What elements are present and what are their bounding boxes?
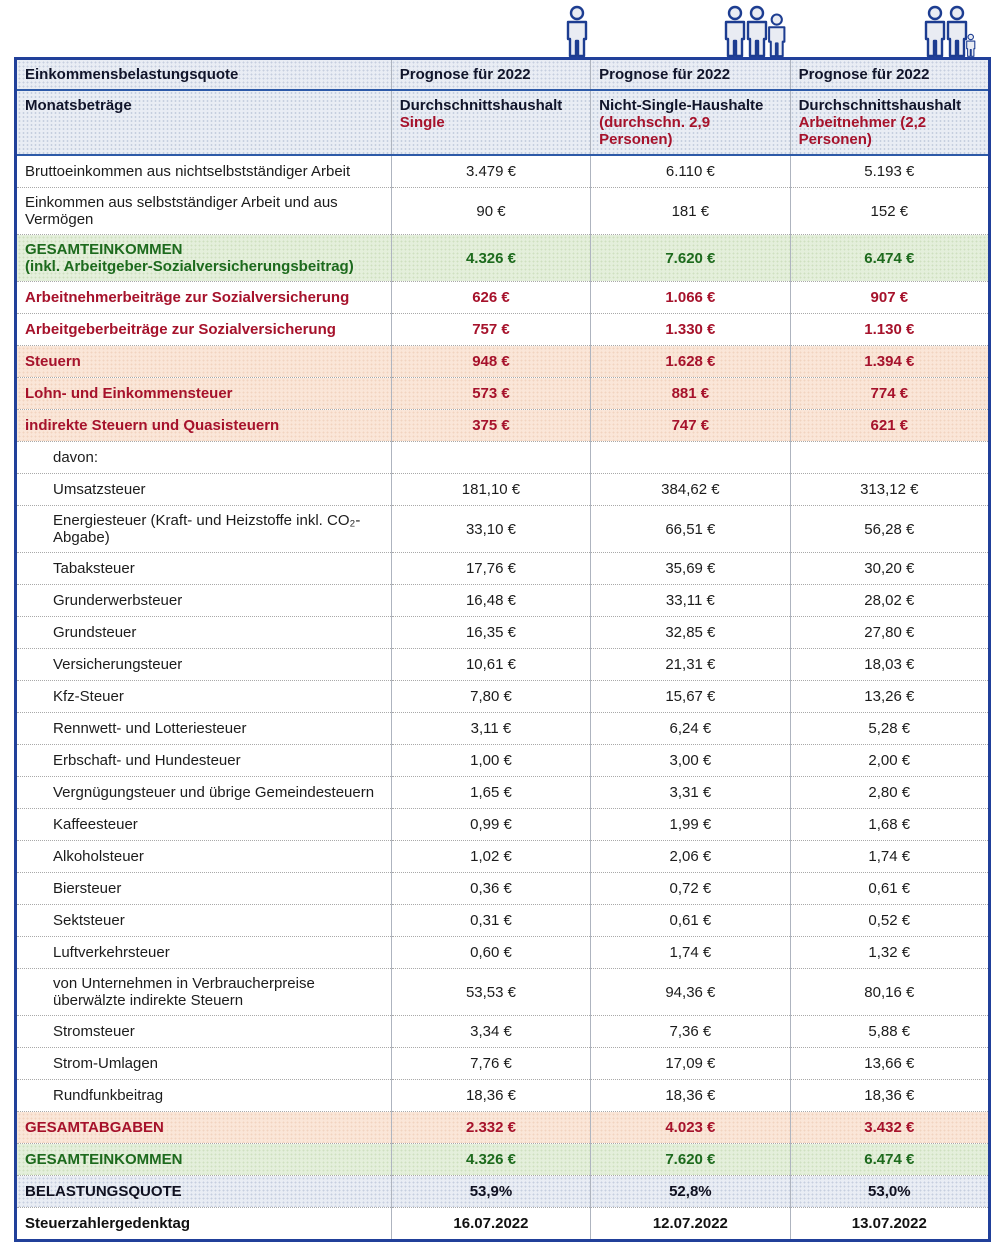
- row-label: [16, 1048, 392, 1080]
- column-header-nonsingle-household: [591, 90, 790, 155]
- row-value-single: 18,36 €: [391, 1080, 590, 1112]
- row-value-single: 53,9%: [391, 1176, 590, 1208]
- row-value-employee: 0,61 €: [790, 873, 989, 905]
- row-label-line1: Luftverkehrsteuer: [53, 944, 170, 961]
- row-label: [16, 1080, 392, 1112]
- row-value-nonsingle: 15,67 €: [591, 681, 790, 713]
- table-row: [16, 969, 990, 1016]
- row-label-line1: davon:: [53, 449, 99, 466]
- row-label-line1: Energiesteuer (Kraft- und Heizstoffe inkl. CO₂-Abgabe): [53, 512, 361, 546]
- row-label-line1: Umsatzsteuer: [53, 481, 146, 498]
- table-row: [16, 937, 990, 969]
- table-row: [16, 506, 990, 553]
- column-header-prognose-single: Prognose für 2022: [391, 59, 590, 91]
- row-value-single: 17,76 €: [391, 553, 590, 585]
- row-value-employee: 3.432 €: [790, 1112, 989, 1144]
- row-value-employee: 2,80 €: [790, 777, 989, 809]
- row-value-nonsingle: 6.110 €: [591, 155, 790, 188]
- row-value-employee: 6.474 €: [790, 235, 989, 282]
- row-value-employee: 13.07.2022: [790, 1208, 989, 1241]
- row-label-line1: Lohn- und Einkommensteuer: [25, 385, 233, 402]
- row-value-nonsingle: 181 €: [591, 188, 790, 235]
- row-value-single: 7,76 €: [391, 1048, 590, 1080]
- single-person-icon: [562, 4, 592, 57]
- table-row: [16, 1144, 990, 1176]
- row-value-single: 3,34 €: [391, 1016, 590, 1048]
- table-row: [16, 346, 990, 378]
- row-value-employee: 5,88 €: [790, 1016, 989, 1048]
- row-label: [16, 841, 392, 873]
- row-value-single: 573 €: [391, 378, 590, 410]
- table-row: [16, 617, 990, 649]
- row-value-employee: 1.130 €: [790, 314, 989, 346]
- table-row: [16, 1016, 990, 1048]
- row-label: [16, 1208, 392, 1241]
- row-label-line1: GESAMTEINKOMMEN: [25, 241, 183, 258]
- row-label-line1: GESAMTEINKOMMEN: [25, 1151, 183, 1168]
- tax-burden-table: [14, 57, 991, 1242]
- row-label-line1: Steuern: [25, 353, 81, 370]
- row-value-employee: [790, 442, 989, 474]
- row-value-nonsingle: 33,11 €: [591, 585, 790, 617]
- table-row: [16, 873, 990, 905]
- row-value-single: 4.326 €: [391, 235, 590, 282]
- row-label-line1: GESAMTABGABEN: [25, 1119, 164, 1136]
- row-value-nonsingle: 18,36 €: [591, 1080, 790, 1112]
- row-label: [16, 905, 392, 937]
- row-value-nonsingle: 94,36 €: [591, 969, 790, 1016]
- column-header-line1: Durchschnittshaushalt: [399, 97, 563, 114]
- row-value-single: 33,10 €: [391, 506, 590, 553]
- row-label-line1: Kaffeesteuer: [53, 816, 138, 833]
- row-value-employee: 1.394 €: [790, 346, 989, 378]
- row-label: [16, 553, 392, 585]
- row-value-nonsingle: 17,09 €: [591, 1048, 790, 1080]
- table-row: [16, 585, 990, 617]
- table-header-row-2: [16, 90, 990, 155]
- row-label: [16, 282, 392, 314]
- household-icon-strip: [0, 0, 1005, 57]
- row-label-line1: Sektsteuer: [53, 912, 125, 929]
- row-label: [16, 1144, 392, 1176]
- table-row: [16, 188, 990, 235]
- column-header-line2: (durchschn. 2,9 Personen): [599, 114, 711, 148]
- row-value-nonsingle: 7,36 €: [591, 1016, 790, 1048]
- row-value-employee: 5,28 €: [790, 713, 989, 745]
- row-value-employee: 621 €: [790, 410, 989, 442]
- row-label-line1: Vergnügungsteuer und übrige Gemeindesteuern: [53, 784, 375, 801]
- row-value-single: 0,31 €: [391, 905, 590, 937]
- table-row: [16, 1048, 990, 1080]
- row-value-employee: 53,0%: [790, 1176, 989, 1208]
- row-label-line1: von Unternehmen in Verbraucherpreise: [53, 975, 315, 992]
- row-label: [16, 1112, 392, 1144]
- row-value-single: 3,11 €: [391, 713, 590, 745]
- row-label: [16, 155, 392, 188]
- column-header-line2: Single: [399, 114, 445, 131]
- row-value-nonsingle: 2,06 €: [591, 841, 790, 873]
- row-label-line1: Grunderwerbsteuer: [53, 592, 183, 609]
- row-value-nonsingle: 1.066 €: [591, 282, 790, 314]
- row-value-nonsingle: 32,85 €: [591, 617, 790, 649]
- table-row: [16, 378, 990, 410]
- row-label-line2: (inkl. Arbeitgeber-Sozialversicherungsbeitrag): [25, 258, 354, 275]
- row-value-employee: 18,36 €: [790, 1080, 989, 1112]
- row-label: [16, 649, 392, 681]
- row-value-employee: 152 €: [790, 188, 989, 235]
- table-row: [16, 553, 990, 585]
- row-value-single: 1,02 €: [391, 841, 590, 873]
- row-value-single: 2.332 €: [391, 1112, 590, 1144]
- table-row: [16, 713, 990, 745]
- row-value-single: 181,10 €: [391, 474, 590, 506]
- row-value-nonsingle: 1,74 €: [591, 937, 790, 969]
- table-row: [16, 1112, 990, 1144]
- row-label: [16, 506, 392, 553]
- row-value-single: 626 €: [391, 282, 590, 314]
- row-value-employee: 1,68 €: [790, 809, 989, 841]
- table-header-row-1: [16, 59, 990, 91]
- row-value-nonsingle: 66,51 €: [591, 506, 790, 553]
- row-value-nonsingle: 12.07.2022: [591, 1208, 790, 1241]
- row-label: [16, 314, 392, 346]
- two-adults-one-child-icon: [920, 4, 978, 57]
- row-label: [16, 873, 392, 905]
- table-row: [16, 155, 990, 188]
- row-value-single: 3.479 €: [391, 155, 590, 188]
- table-title: Einkommensbelastungsquote: [16, 59, 392, 91]
- row-value-employee: 1,74 €: [790, 841, 989, 873]
- row-label-line1: Versicherungsteuer: [53, 656, 183, 673]
- table-row: [16, 235, 990, 282]
- column-header-line2: Arbeitnehmer (2,2 Personen): [798, 114, 927, 148]
- row-value-nonsingle: 21,31 €: [591, 649, 790, 681]
- row-value-single: 10,61 €: [391, 649, 590, 681]
- row-label-line1: Strom-Umlagen: [53, 1055, 159, 1072]
- row-label: [16, 346, 392, 378]
- table-row: [16, 777, 990, 809]
- row-value-single: 53,53 €: [391, 969, 590, 1016]
- row-label: [16, 474, 392, 506]
- row-value-single: 4.326 €: [391, 1144, 590, 1176]
- row-label-line1: Tabaksteuer: [53, 560, 135, 577]
- row-label: [16, 969, 392, 1016]
- row-value-nonsingle: 1.628 €: [591, 346, 790, 378]
- row-label-line1: Bruttoeinkommen aus nichtselbstständiger Arbeit: [25, 163, 351, 180]
- row-label: [16, 745, 392, 777]
- row-value-employee: 27,80 €: [790, 617, 989, 649]
- row-label-line1: indirekte Steuern und Quasisteuern: [25, 417, 280, 434]
- row-label: [16, 442, 392, 474]
- table-row: [16, 282, 990, 314]
- row-value-nonsingle: 881 €: [591, 378, 790, 410]
- table-row: [16, 809, 990, 841]
- row-value-nonsingle: 4.023 €: [591, 1112, 790, 1144]
- row-value-nonsingle: 384,62 €: [591, 474, 790, 506]
- row-label-line1: Einkommen aus selbstständiger Arbeit und aus Vermögen: [25, 194, 338, 228]
- row-value-employee: 28,02 €: [790, 585, 989, 617]
- table-row: [16, 314, 990, 346]
- row-value-single: 757 €: [391, 314, 590, 346]
- row-label: [16, 713, 392, 745]
- row-value-employee: 0,52 €: [790, 905, 989, 937]
- row-value-single: 90 €: [391, 188, 590, 235]
- row-value-single: 16.07.2022: [391, 1208, 590, 1241]
- row-value-nonsingle: 7.620 €: [591, 1144, 790, 1176]
- row-value-employee: 774 €: [790, 378, 989, 410]
- column-header-single-household: [391, 90, 590, 155]
- row-value-nonsingle: 52,8%: [591, 1176, 790, 1208]
- row-group-title: Monatsbeträge: [16, 90, 392, 155]
- row-value-single: 0,60 €: [391, 937, 590, 969]
- row-label: [16, 378, 392, 410]
- row-value-single: 7,80 €: [391, 681, 590, 713]
- row-value-employee: 907 €: [790, 282, 989, 314]
- row-label-line1: Erbschaft- und Hundesteuer: [53, 752, 241, 769]
- row-label: [16, 1016, 392, 1048]
- row-value-employee: 1,32 €: [790, 937, 989, 969]
- row-label: [16, 937, 392, 969]
- row-label: [16, 1176, 392, 1208]
- table-row: [16, 442, 990, 474]
- row-label-line1: Stromsteuer: [53, 1023, 135, 1040]
- table-row: [16, 1176, 990, 1208]
- row-label-line1: Steuerzahlergedenktag: [25, 1215, 191, 1232]
- row-value-employee: 56,28 €: [790, 506, 989, 553]
- row-label-line2: überwälzte indirekte Steuern: [53, 992, 244, 1009]
- table-row: [16, 474, 990, 506]
- table-row: [16, 1080, 990, 1112]
- row-value-employee: 13,66 €: [790, 1048, 989, 1080]
- row-label-line1: Arbeitgeberbeiträge zur Sozialversicherung: [25, 321, 336, 338]
- column-header-employee-household: [790, 90, 989, 155]
- row-value-single: 375 €: [391, 410, 590, 442]
- row-label: [16, 585, 392, 617]
- column-header-prognose-employee: Prognose für 2022: [790, 59, 989, 91]
- row-value-nonsingle: 3,31 €: [591, 777, 790, 809]
- row-value-single: 16,48 €: [391, 585, 590, 617]
- row-value-nonsingle: 747 €: [591, 410, 790, 442]
- row-label-line1: BELASTUNGSQUOTE: [25, 1183, 182, 1200]
- row-value-single: 1,65 €: [391, 777, 590, 809]
- row-label: [16, 777, 392, 809]
- row-value-single: 0,36 €: [391, 873, 590, 905]
- row-value-nonsingle: 1,99 €: [591, 809, 790, 841]
- row-label-line1: Rundfunkbeitrag: [53, 1087, 164, 1104]
- row-value-employee: 18,03 €: [790, 649, 989, 681]
- row-value-single: 1,00 €: [391, 745, 590, 777]
- row-label-line1: Biersteuer: [53, 880, 122, 897]
- table-row: [16, 905, 990, 937]
- row-value-employee: 30,20 €: [790, 553, 989, 585]
- row-value-nonsingle: [591, 442, 790, 474]
- row-value-single: 0,99 €: [391, 809, 590, 841]
- table-body: [16, 155, 990, 1241]
- table-row: [16, 841, 990, 873]
- row-value-employee: 13,26 €: [790, 681, 989, 713]
- row-value-employee: 2,00 €: [790, 745, 989, 777]
- table-row: [16, 1208, 990, 1241]
- row-label: [16, 188, 392, 235]
- table-row: [16, 410, 990, 442]
- row-value-nonsingle: 7.620 €: [591, 235, 790, 282]
- row-label-line1: Rennwett- und Lotteriesteuer: [53, 720, 247, 737]
- column-header-prognose-nonsingle: Prognose für 2022: [591, 59, 790, 91]
- row-value-nonsingle: 1.330 €: [591, 314, 790, 346]
- column-header-line1: Durchschnittshaushalt: [798, 97, 962, 114]
- row-value-single: 948 €: [391, 346, 590, 378]
- row-label: [16, 410, 392, 442]
- row-label-line1: Grundsteuer: [53, 624, 137, 641]
- row-label-line1: Arbeitnehmerbeiträge zur Sozialversicherung: [25, 289, 350, 306]
- table-row: [16, 681, 990, 713]
- row-label: [16, 235, 392, 282]
- row-value-nonsingle: 0,72 €: [591, 873, 790, 905]
- row-value-employee: 80,16 €: [790, 969, 989, 1016]
- row-value-single: [391, 442, 590, 474]
- row-value-nonsingle: 35,69 €: [591, 553, 790, 585]
- row-label: [16, 809, 392, 841]
- table-row: [16, 745, 990, 777]
- row-value-nonsingle: 6,24 €: [591, 713, 790, 745]
- row-value-single: 16,35 €: [391, 617, 590, 649]
- table-row: [16, 649, 990, 681]
- three-person-household-icon: [720, 4, 790, 57]
- row-value-employee: 5.193 €: [790, 155, 989, 188]
- column-header-line1: Nicht-Single-Haushalte: [599, 97, 764, 114]
- row-label: [16, 617, 392, 649]
- row-value-employee: 313,12 €: [790, 474, 989, 506]
- row-value-nonsingle: 0,61 €: [591, 905, 790, 937]
- row-value-nonsingle: 3,00 €: [591, 745, 790, 777]
- row-label: [16, 681, 392, 713]
- row-label-line1: Alkoholsteuer: [53, 848, 144, 865]
- row-value-employee: 6.474 €: [790, 1144, 989, 1176]
- row-label-line1: Kfz-Steuer: [53, 688, 124, 705]
